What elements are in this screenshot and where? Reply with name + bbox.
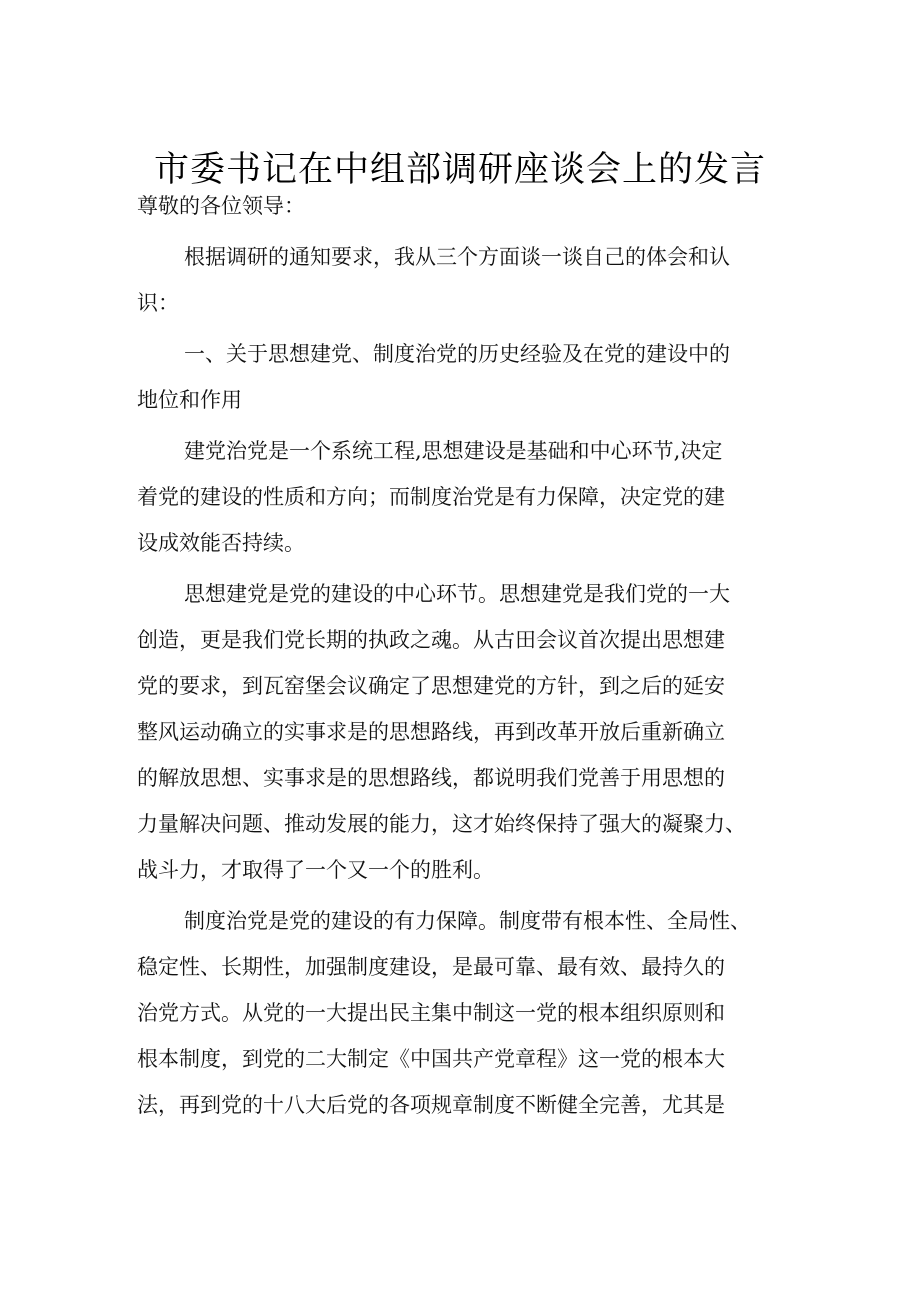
- text-line: 根据调研的通知要求，我从三个方面谈一谈自己的体会和认: [184, 245, 730, 269]
- salutation-paragraph: [137, 183, 797, 229]
- text-line: 治党方式。从党的一大提出民主集中制这一党的根本组织原则和: [137, 1001, 725, 1025]
- text-line: 识：: [137, 291, 179, 315]
- text-line: 战斗力，才取得了一个又一个的胜利。: [137, 858, 494, 882]
- document-title: 市委书记在中组部调研座谈会上的发言: [153, 150, 766, 190]
- section-heading-paragraph: [137, 331, 797, 423]
- text-line: 制度治党是党的建设的有力保障。制度带有根本性、全局性、: [184, 909, 751, 933]
- text-line: 根本制度，到党的二大制定《中国共产党章程》这一党的根本大: [137, 1047, 725, 1071]
- text-line: 一、关于思想建党、制度治党的历史经验及在党的建设中的: [184, 342, 730, 366]
- text-line: 设成效能否持续。: [137, 531, 305, 555]
- text-line: 力量解决问题、推动发展的能力，这才始终保持了强大的凝聚力、: [137, 812, 746, 836]
- text-line: 建党治党是一个系统工程,思想建设是基础和中心环节,决定: [184, 439, 723, 463]
- text-line: 尊敬的各位领导：: [137, 194, 305, 218]
- body-paragraph: [137, 428, 797, 566]
- text-line: 整风运动确立的实事求是的思想路线，再到改革开放后重新确立: [137, 720, 725, 744]
- text-line: 稳定性、长期性，加强制度建设，是最可靠、最有效、最持久的: [137, 955, 725, 979]
- document-body: [137, 183, 797, 1128]
- text-line: 地位和作用: [137, 388, 242, 412]
- text-line: 党的要求，到瓦窑堡会议确定了思想建党的方针，到之后的延安: [137, 674, 725, 698]
- text-line: 法，再到党的十八大后党的各项规章制度不断健全完善，尤其是: [137, 1093, 725, 1117]
- text-line: 创造，更是我们党长期的执政之魂。从古田会议首次提出思想建: [137, 628, 725, 652]
- body-paragraph: [137, 571, 797, 893]
- intro-paragraph: [137, 234, 797, 326]
- text-line: 的解放思想、实事求是的思想路线，都说明我们党善于用思想的: [137, 766, 725, 790]
- body-paragraph: [137, 898, 797, 1128]
- text-line: 思想建党是党的建设的中心环节。思想建党是我们党的一大: [184, 582, 730, 606]
- text-line: 着党的建设的性质和方向；而制度治党是有力保障，决定党的建: [137, 485, 725, 509]
